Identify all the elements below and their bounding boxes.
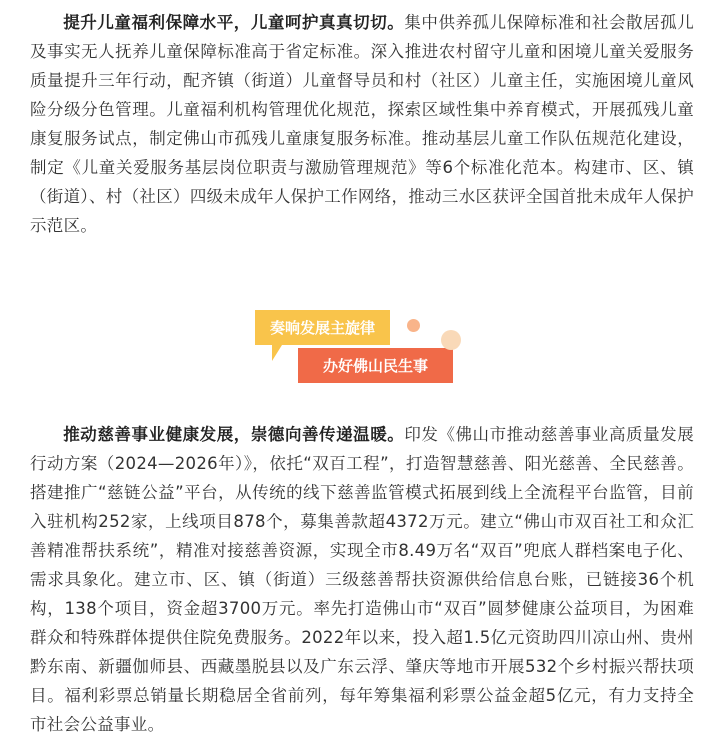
banner-bottom-label: 办好佛山民生事	[298, 348, 453, 383]
paragraph-body: 集中供养孤儿保障标准和社会散居孤儿及事实无人抚养儿童保障标准高于省定标准。深入推进农村留守儿童和困境儿童关爱服务质量提升三年行动，配齐镇（街道）儿童督导员和村（社区）儿童主任，实施困境儿童风险分级分色管理。儿童福利机构管理优化规范，探索区域性集中养育模式，开展孤残儿童康复服务试点，制定佛山市孤残儿童康复服务标准。推动基层儿童工作队伍规范化建设，制定《儿童关爱服务基层岗位职责与激励管理规范》等6个标准化范本。构建市、区、镇（街道）、村（社区）四级未成年人保护工作网络，推动三水区获评全国首批未成年人保护示范区。	[30, 13, 695, 235]
banner-top-label: 奏响发展主旋律	[255, 310, 390, 345]
decor-dot-small	[407, 319, 420, 332]
paragraph-body: 印发《佛山市推动慈善事业高质量发展行动方案（2024—2026年）》，依托“双百工程”，打造智慧慈善、阳光慈善、全民慈善。搭建推广“慈链公益”平台，从传统的线下慈善监管模式拓展到线上全流程平台监管，目前入驻机构252家，上线项目878个，募集善款超4372万元。建立“佛山市双百社工和众汇善精准帮扶系统”，精准对接慈善资源，实现全市8.49万名“双百”兜底人群档案电子化、需求具象化。建立市、区、镇（街道）三级慈善帮扶资源供给信息台账，已链接36个机构，138个项目，资金超3700万元。率先打造佛山市“双百”圆梦健康公益项目，为困难群众和特殊群体提供住院免费服务。2022年以来，投入超1.5亿元资助四川凉山州、贵州黔东南、新疆伽师县、西藏墨脱县以及广东云浮、肇庆等地市开展532个乡村振兴帮扶项目。福利彩票总销量长期稳居全省前列，每年筹集福利彩票公益金超5亿元，有力支持全市社会公益事业。	[30, 425, 695, 734]
paragraph-lead: 提升儿童福利保障水平，儿童呵护真真切切。	[63, 13, 405, 32]
banner-tail-shape	[272, 345, 282, 361]
paragraph-lead: 推动慈善事业健康发展，崇德向善传递温暖。	[63, 425, 405, 444]
paragraph-charity	[30, 420, 694, 739]
decor-dot-large	[441, 330, 461, 350]
paragraph-child-welfare	[30, 8, 694, 240]
